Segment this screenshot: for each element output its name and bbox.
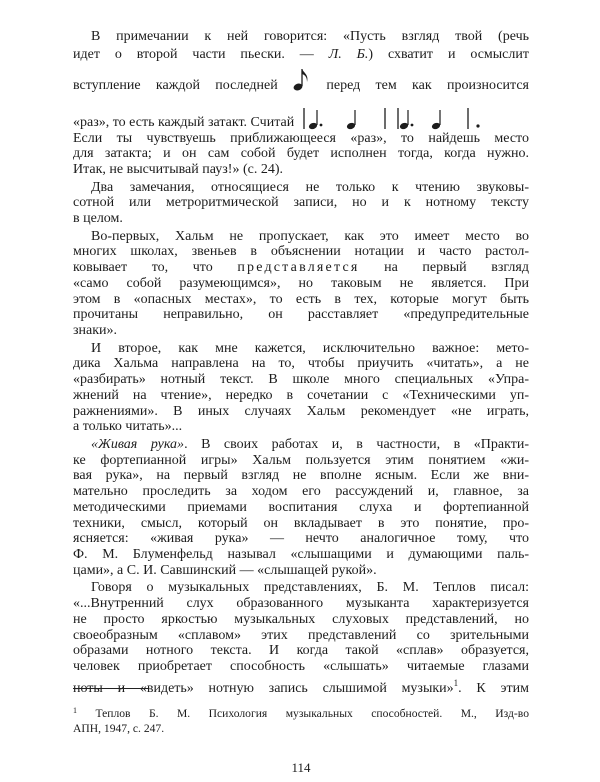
text-line: В примечании к ней говорится: «Пусть взгляд твой (речь xyxy=(91,29,529,44)
text-line: человек приобретает способность «слышать» читаемые глазами xyxy=(73,659,529,674)
text-line: ковывает то, что представляется на первый взгляд xyxy=(73,260,529,275)
text-line: Итак, не высчитывай пауз!» (с. 24). xyxy=(73,162,283,177)
book-page xyxy=(73,28,529,768)
text-line: а только читать»... xyxy=(73,419,183,435)
text-line: сотной или метроритмической записи, но и к нотному тексту xyxy=(73,195,529,211)
text-line: вая рука», на первый взгляд не вполне ясным. Если же вни- xyxy=(73,468,529,484)
text-line: ражнениями». В иных случаях Хальм рекомендует «не играть, xyxy=(73,403,529,419)
text-line: в целом. xyxy=(73,211,123,226)
text-line: «...Внутренний слух образованного музыканта характеризуется xyxy=(73,596,529,611)
page-number: 114 xyxy=(291,760,311,775)
text-line: И второе, как мне кажется, исключительно важное: мето- xyxy=(91,340,529,356)
text-line: мательно проследить за ходом его рассуждений и, главное, за xyxy=(73,484,529,499)
text-line: этом в «опасных местах», то есть в тех, которые могут быть xyxy=(73,291,529,307)
text-line: Если ты чувствуешь приближающееся «раз», то найдешь место xyxy=(73,130,529,146)
text-line: «раз», то есть каждый затакт. Считай xyxy=(73,107,529,125)
text-line: знаки». xyxy=(73,323,118,338)
eighth-note-icon xyxy=(293,67,311,93)
text-line: «Живая рука». В своих работах и, в частности, в «Практи- xyxy=(91,436,529,452)
text-line: ясняется: «живая рука» — нечто аналогичное тому, что xyxy=(73,531,529,547)
footnote-line: АПН, 1947, с. 247. xyxy=(73,722,165,735)
text-line: не просто яркостью музыкальных слуховых представлений, но xyxy=(73,611,529,627)
text-line: «разбирать» нотный текст. В школе много специальных «Упра- xyxy=(73,372,529,387)
text-line: многих школах, звеньев в объяснении нотации и часто растол- xyxy=(73,244,529,260)
footnote-line: $^1$ Теплов Б. М. Психология музыкальных способностей. М., Изд-во xyxy=(73,706,529,720)
rhythm-notation-icon xyxy=(298,107,482,131)
text-line: методическими приемами воспитания слуха и фортепианной xyxy=(73,499,529,515)
text-line: ноты и «видеть» нотную запись слышимой музыки»$^1$. К этим xyxy=(73,677,529,696)
text-line: техники, смысл, который он вкладывает в это понятие, про- xyxy=(73,515,529,531)
text-line: цами», а С. И. Савшинский — «слышащей рукой». xyxy=(73,562,377,578)
text-line: ке фортепианной игры» Хальм пользуется этим понятием «жи- xyxy=(73,452,529,468)
text-line: жнений на чтение», нередко в сочетании с «Техническими уп- xyxy=(73,387,529,403)
text-line: образами нотного текста. И когда такой «сплав» образуется, xyxy=(73,643,529,659)
text-line: Два замечания, относящиеся не только к чтению звуковы- xyxy=(91,179,529,195)
text-line: «само собой разумеющимся», но таковым не является. При xyxy=(73,275,529,291)
text-line: для затакта; и он сам собой будет исполнен тогда, когда нужно. xyxy=(73,146,529,162)
text-line: вступление каждой последней перед тем как произносится xyxy=(73,67,529,85)
text-line: Говоря о музыкальных представлениях, Б. М. Теплов писал: xyxy=(91,580,529,596)
text-line: своеобразным «сплавом» этих представлений со зрительными xyxy=(73,627,529,643)
text-line: дика Хальма направлена на то, чтобы приучить «читать», а не xyxy=(73,356,529,372)
text-line: Во-первых, Хальм не пропускает, как это имеет место во xyxy=(91,228,529,244)
text-line: идет о второй части пьески. — Л. Б.) схватит и осмыслит xyxy=(73,46,529,62)
text-line: прочитаны неправильно, он расставляет «предупредительные xyxy=(73,307,529,323)
text-line: Ф. М. Блуменфельд называл «слышащими и думающими паль- xyxy=(73,547,529,562)
